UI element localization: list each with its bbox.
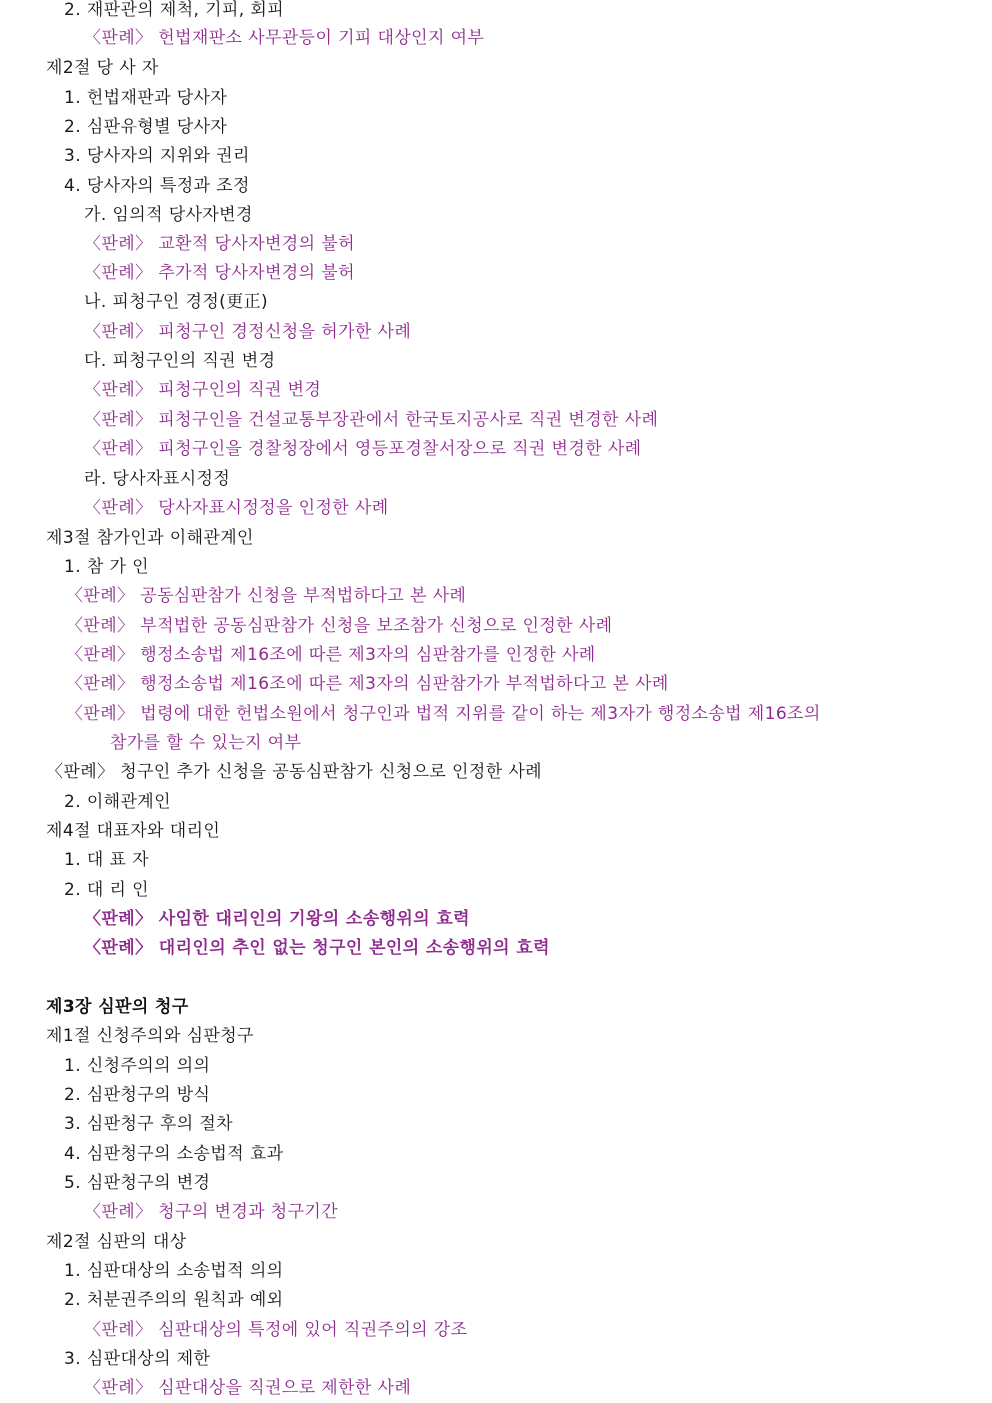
toc-line: 3. 심판청구 후의 절차 [64,1114,234,1134]
case-line: 〈판례〉 헌법재판소 사무관등이 기피 대상인지 여부 [84,28,485,48]
toc-line: 제4절 대표자와 대리인 [46,821,221,841]
toc-line: 3. 심판대상의 제한 [64,1349,211,1369]
case-line: 〈판례〉 행정소송법 제16조에 따른 제3자의 심판참가가 부적법하다고 본 사례 [66,674,669,694]
case-line: 〈판례〉 심판대상을 직권으로 제한한 사례 [84,1378,412,1398]
toc-line: 〈판례〉 청구인 추가 신청을 공동심판참가 신청으로 인정한 사례 [46,762,542,782]
case-line: 〈판례〉 교환적 당사자변경의 불허 [84,234,355,254]
case-line: 〈판례〉 행정소송법 제16조에 따른 제3자의 심판참가를 인정한 사례 [66,645,596,665]
toc-line: 제2절 당 사 자 [46,58,159,78]
chapter-heading: 제3장 심판의 청구 [46,997,189,1017]
case-line: 〈판례〉 청구의 변경과 청구기간 [84,1202,339,1222]
toc-line: 2. 심판청구의 방식 [64,1085,211,1105]
toc-line: 5. 심판청구의 변경 [64,1173,211,1193]
case-line: 〈판례〉 피청구인을 건설교통부장관에서 한국토지공사로 직권 변경한 사례 [84,410,659,430]
toc-line: 제3절 참가인과 이해관계인 [46,528,254,548]
case-line: 〈판례〉 부적법한 공동심판참가 신청을 보조참가 신청으로 인정한 사례 [66,616,613,636]
case-line: 〈판례〉 당사자표시정정을 인정한 사례 [84,498,389,518]
toc-line: 4. 심판청구의 소송법적 효과 [64,1144,284,1164]
case-line: 〈판례〉 공동심판참가 신청을 부적법하다고 본 사례 [66,586,467,606]
toc-line: 가. 임의적 당사자변경 [84,205,253,225]
case-line: 〈판례〉 대리인의 추인 없는 청구인 본인의 소송행위의 효력 [84,938,550,958]
case-line: 〈판례〉 사임한 대리인의 기왕의 소송행위의 효력 [84,909,471,929]
toc-line: 1. 신청주의의 의의 [64,1056,211,1076]
toc-line: 라. 당사자표시정정 [84,469,231,489]
toc-line: 1. 헌법재판과 당사자 [64,88,228,108]
toc-line: 나. 피청구인 경정(更正) [84,292,269,312]
toc-line: 1. 대 표 자 [64,850,149,870]
toc-line: 1. 참 가 인 [64,557,149,577]
case-line: 〈판례〉 법령에 대한 헌법소원에서 청구인과 법적 지위를 같이 하는 제3자가 행정소송법 제16조의 [66,704,821,724]
toc-line: 다. 피청구인의 직권 변경 [84,351,276,371]
case-line: 참가를 할 수 있는지 여부 [110,733,302,753]
toc-line: 1. 심판대상의 소송법적 의의 [64,1261,284,1281]
toc-line: 제1절 신청주의와 심판청구 [46,1026,254,1046]
toc-line: 2. 처분권주의의 원칙과 예외 [64,1290,284,1310]
toc-line: 2. 이해관계인 [64,792,171,812]
toc-line: 2. 대 리 인 [64,880,149,900]
toc-line: 4. 당사자의 특정과 조정 [64,176,250,196]
case-line: 〈판례〉 추가적 당사자변경의 불허 [84,263,355,283]
toc-line: 2. 재판관의 제척, 기피, 회피 [64,0,285,20]
case-line: 〈판례〉 심판대상의 특정에 있어 직권주의의 강조 [84,1320,468,1340]
case-line: 〈판례〉 피청구인의 직권 변경 [84,380,322,400]
case-line: 〈판례〉 피청구인을 경찰청장에서 영등포경찰서장으로 직권 변경한 사례 [84,439,642,459]
case-line: 〈판례〉 피청구인 경정신청을 허가한 사례 [84,322,412,342]
toc-line: 2. 심판유형별 당사자 [64,117,228,137]
toc-line: 제2절 심판의 대상 [46,1232,187,1252]
toc-line: 3. 당사자의 지위와 권리 [64,146,250,166]
